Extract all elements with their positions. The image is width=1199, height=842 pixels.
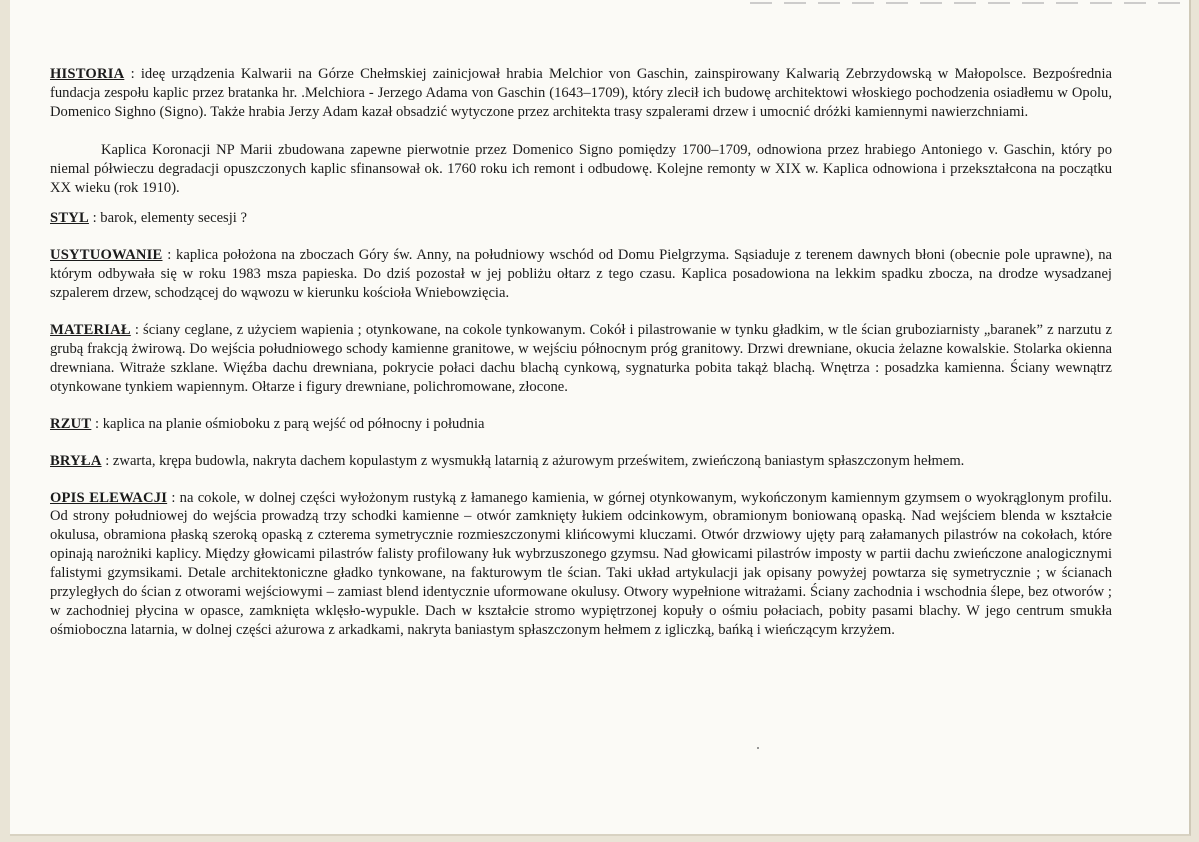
material-text: : ściany ceglane, z użyciem wapienia ; otynkowane, na cokole tynkowanym. Cokół i pilastrowanie w tynku gładkim, w tle ścian gruboziarnisty „baranek” z narzutu z grubą frakcją żwirową. Do wejścia południowego schody kamienne granitowe, w wejściu północnym próg granitowy. Drzwi drewniane, okucia żelazne kowalskie. Stolarka okienna drewniana. Witraże szklane. Więźba dachu drewniana, pokrycie połaci dachu blachą cynkową, sygnaturka pobita takąż blachą. Wnętrza : posadzka kamienna. Ściany wewnątrz otynkowane tynkiem wapiennym. Ołtarze i figury drewniane, polichromowane, złocone.: [50, 322, 1112, 395]
historia-paragraph-2: Kaplica Koronacji NP Marii zbudowana zapewne pierwotnie przez Domenico Signo pomiędzy 1700–1709, odnowiona przez hrabiego Antoniego v. Gaschin, który po niemal półwieczu degradacji opuszczonych kaplic sfinansował ok. 1760 roku ich remont i odbudowę. Kolejne remonty w XIX w. Kaplica odnowiona i przekształcona na początku XX wieku (rok 1910).: [50, 141, 1112, 196]
historia-text: : ideę urządzenia Kalwarii na Górze Chełmskiej zainicjował hrabia Melchior von Gaschin, zainspirowany Kalwarią Zebrzydowską w Małopolsce. Bezpośrednia fundacja zespołu kaplic przez bratanka hr. .Melchiora - Jerzego Adama von Gaschin (1643–1709), który zlecił ich budowę architektowi włoskiego pochodzenia osiadłemu w Opolu, Domenico Sighno (Signo). Także hrabia Jerzy Adam kazał obsadzić wytyczone przez architekta trasy szpalerami drzew i umocnić dróżki kamiennymi nawierzchniami.: [50, 66, 1112, 120]
material-heading: MATERIAŁ: [50, 322, 131, 339]
scan-speck: [757, 747, 759, 749]
usytuowanie-text: : kaplica położona na zboczach Góry św. Anny, na południowy wschód od Domu Pielgrzyma. Sąsiaduje z terenem dawnych błoni (obecnie pole uprawne), na którym odbywała się w roku 1983 msza papieska. Do dziś pozostał w jej pobliżu ołtarz z tego czasu. Kaplica posadowiona na lekkim spadku zbocza, na drodze wysadzanej szpalerem drzew, schodzącej do wąwozu w kierunku kościoła Wniebowzięcia.: [50, 247, 1112, 302]
rzut-heading: RZUT: [50, 415, 92, 432]
usytuowanie-paragraph: [50, 246, 1112, 303]
material-paragraph: [50, 321, 1112, 397]
opis-elewacji-heading: OPIS ELEWACJI: [50, 489, 168, 506]
styl-paragraph: [50, 209, 1112, 228]
document-page: [10, 0, 1191, 836]
historia-heading: HISTORIA: [50, 66, 125, 82]
styl-heading: STYL: [50, 210, 89, 227]
document-body: [50, 65, 1112, 640]
bryla-text: : zwarta, krępa budowla, nakryta dachem kopulastym z wysmukłą latarnią z ażurowym prześwitem, zwieńczoną baniastym spłaszczonym hełmem.: [101, 452, 965, 469]
bryla-heading: BRYŁA: [50, 452, 102, 469]
rzut-paragraph: [50, 415, 1112, 434]
scan-edge-line: [750, 2, 1180, 4]
bryla-paragraph: [50, 452, 1112, 471]
styl-text: : barok, elementy secesji ?: [88, 210, 247, 227]
opis-elewacji-paragraph: [50, 489, 1112, 640]
historia-paragraph: [50, 65, 1112, 122]
opis-elewacji-text: : na cokole, w dolnej części wyłożonym rustyką z łamanego kamienia, w górnej otynkowanym, wykończonym kamiennym gzymsem o wyokrąglonym profilu. Od strony południowej do wejścia prowadzą trzy schodki kamienne – otwór zamknięty łukiem odcinkowym, obramionym boniowaną opaską. Nad wejściem blenda w kształcie okulusa, obramiona płaską szeroką opaską z czterema symetrycznie rozmieszczonymi klińcowymi kluczami. Otwór drzwiowy ujęty parą załamanych pilastrów na cokołach, które opinają narożniki kaplicy. Między głowicami pilastrów falisty profilowany łuk wybrzuszonego gzymsu. Nad głowicami pilastrów imposty w partii dachu zwieńczone analogicznymi falistymi gzymsikami. Detale architektoniczne gładko tynkowane, na fakturowym tle ścian. Taki układ artykulacji jak opisany powyżej powtarza się symetrycznie ; w ścianach przyległych do ścian z otworami wejściowymi – zamiast blend identycznie uformowane okulusy. Otwory wypełnione witrażami. Ściany zachodnia i wschodnia ślepe, bez otworów ; w zachodniej płycina w opasce, zamknięta wklęsło-wypukle. Dach w kształcie stromo wypiętrzonej kopuły o ośmiu połaciach, pobity pasami blachy. W jego centrum smukła ośmioboczna latarnia, w dolnej części ażurowa z arkadkami, nakryta baniastym spłaszczonym hełmem z igliczką, bańką i wieńczącym krzyżem.: [50, 489, 1112, 638]
rzut-text: : kaplica na planie ośmioboku z parą wejść od północny i południa: [91, 415, 485, 432]
usytuowanie-heading: USYTUOWANIE: [50, 247, 163, 264]
